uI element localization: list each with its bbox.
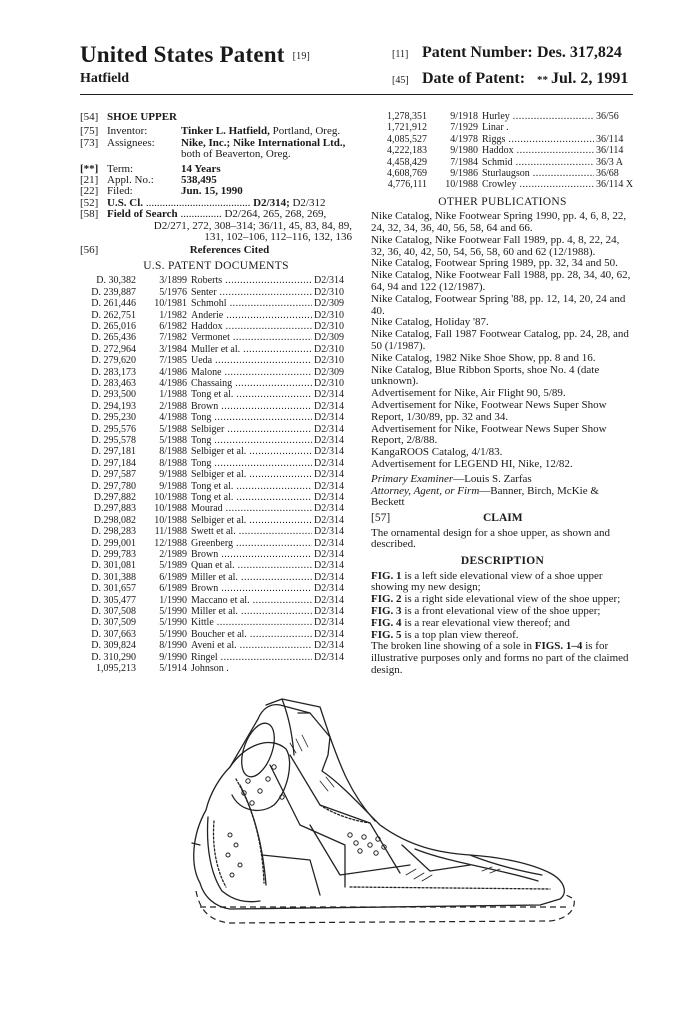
patent-ref-no: D. 295,578 bbox=[91, 434, 136, 446]
patent-ref-name: Tong ..... bbox=[191, 435, 312, 446]
patent-ref-name: Malone ..... bbox=[191, 367, 312, 378]
patent-ref-date: 4/1986 bbox=[159, 366, 187, 378]
attorney-agent: Attorney, Agent, or Firm—Banner, Birch, McKie & Beckett bbox=[371, 484, 599, 509]
left-column bbox=[80, 112, 352, 675]
description-list bbox=[371, 571, 634, 642]
patent-ref-name: Schmid ..... bbox=[482, 157, 594, 168]
patent-ref-cls: 36/3 A bbox=[596, 156, 623, 168]
patent-ref-name: Haddox ..... bbox=[482, 145, 594, 156]
patent-ref-row bbox=[80, 652, 352, 663]
publication-entry: Nike Catalog, Nike Footwear Spring 1990, pp. 4, 6, 8, 22, 24, 32, 34, 36, 40, 56, 58, 64 and 66. bbox=[371, 210, 627, 235]
patent-ref-row bbox=[80, 549, 352, 560]
patent-ref-no: D. 262,751 bbox=[91, 309, 136, 321]
patent-ref-row bbox=[371, 168, 634, 179]
patent-ref-no: D.298,082 bbox=[93, 514, 136, 526]
patent-ref-name: Swett et al. ..... bbox=[191, 526, 312, 537]
patent-ref-no: D. 30,382 bbox=[96, 275, 136, 287]
patent-ref-no: D. 283,173 bbox=[91, 366, 136, 378]
patent-ref-name: Quan et al. ..... bbox=[191, 560, 312, 571]
patent-ref-name: Boucher et al. ..... bbox=[191, 629, 312, 640]
patent-ref-name: Linar . bbox=[482, 122, 509, 134]
patent-ref-date: 10/1988 bbox=[154, 514, 187, 526]
field-of-search-cont2: 131, 102–106, 112–116, 132, 136 bbox=[204, 231, 352, 244]
patent-ref-date: 2/1989 bbox=[159, 549, 187, 561]
patent-ref-cls: D2/310 bbox=[314, 343, 344, 355]
patent-ref-no: D. 239,887 bbox=[91, 286, 136, 298]
patent-ref-cls: D2/314 bbox=[314, 526, 344, 538]
patent-ref-date: 5/1976 bbox=[159, 286, 187, 298]
patent-ref-cls: D2/314 bbox=[314, 480, 344, 492]
patent-ref-name: Selbiger et al. ..... bbox=[191, 515, 312, 526]
patent-ref-no: D. 272,964 bbox=[91, 343, 136, 355]
figure-text: is a right side elevational view of the shoe upper; bbox=[401, 593, 621, 606]
patent-ref-name: Roberts ..... bbox=[191, 275, 312, 286]
patent-ref-date: 4/1988 bbox=[159, 412, 187, 424]
patent-ref-name: Senter ..... bbox=[191, 287, 312, 298]
patent-ref-date: 8/1988 bbox=[159, 457, 187, 469]
patent-ref-no: D. 301,388 bbox=[91, 571, 136, 583]
patent-ref-name: Ueda ..... bbox=[191, 355, 312, 366]
patent-ref-row bbox=[80, 287, 352, 298]
patent-ref-row bbox=[80, 663, 352, 674]
patent-ref-name: Tong et al. ..... bbox=[191, 389, 312, 400]
patent-ref-row bbox=[80, 515, 352, 526]
patent-ref-cls: 36/114 bbox=[596, 133, 624, 145]
sole-broken-line bbox=[196, 891, 574, 923]
patent-ref-row bbox=[371, 145, 634, 156]
header-rule bbox=[80, 94, 633, 95]
patent-ref-cls: D2/314 bbox=[314, 275, 344, 287]
patent-ref-cls: D2/314 bbox=[314, 423, 344, 435]
publication-entry: Nike Catalog, Fall 1987 Footwear Catalog, pp. 24, 28, and 50 (1/1987). bbox=[371, 328, 629, 353]
patent-ref-cls: D2/314 bbox=[314, 651, 344, 663]
patent-ref-name: Tong et al. ..... bbox=[191, 481, 312, 492]
patent-ref-date: 5/1990 bbox=[159, 606, 187, 618]
patent-ref-no: D. 293,500 bbox=[91, 389, 136, 401]
inventor-surname: Hatfield bbox=[80, 71, 129, 86]
patent-ref-date: 7/1982 bbox=[159, 332, 187, 344]
patent-ref-date: 12/1988 bbox=[154, 537, 187, 549]
patent-ref-cls: D2/309 bbox=[314, 298, 344, 310]
patent-ref-row bbox=[80, 367, 352, 378]
toe-box bbox=[415, 849, 542, 881]
patent-ref-row bbox=[80, 560, 352, 571]
patent-ref-name: Miller et al. ..... bbox=[191, 572, 312, 583]
patent-ref-no: D. 297,587 bbox=[91, 469, 136, 481]
patent-ref-name: Schmohl ..... bbox=[191, 298, 312, 309]
patent-ref-row bbox=[80, 458, 352, 469]
tongue-outline bbox=[266, 699, 330, 755]
patent-ref-date: 5/1989 bbox=[159, 560, 187, 572]
patent-ref-row bbox=[80, 617, 352, 628]
patent-ref-no: 1,721,912 bbox=[387, 122, 427, 134]
patent-ref-date: 10/1988 bbox=[154, 492, 187, 503]
patent-ref-cls: D2/310 bbox=[314, 286, 344, 298]
patent-ref-date: 5/1988 bbox=[159, 423, 187, 435]
patent-ref-name: Haddox ..... bbox=[191, 321, 312, 332]
patent-ref-no: D. 309,824 bbox=[91, 640, 136, 652]
patent-ref-name: Anderie ..... bbox=[191, 310, 312, 321]
appl-no-line: [21] Appl. No.: 538,495 bbox=[80, 174, 217, 187]
patent-ref-cls: 36/56 bbox=[596, 111, 619, 122]
publication-entry: Nike Catalog, Holiday '87. bbox=[371, 316, 489, 329]
patent-ref-cls: D2/314 bbox=[314, 469, 344, 481]
other-publications-heading: OTHER PUBLICATIONS bbox=[438, 195, 567, 208]
figure-label: FIG. 5 bbox=[371, 628, 402, 641]
patent-ref-row bbox=[80, 538, 352, 549]
patent-ref-no: D. 299,783 bbox=[91, 549, 136, 561]
patent-ref-name: Brown ..... bbox=[191, 549, 312, 560]
patent-ref-name: Aveni et al. ..... bbox=[191, 640, 312, 651]
patent-ref-row bbox=[80, 492, 352, 503]
primary-examiner: Primary Examiner—Louis S. Zarfas bbox=[371, 472, 532, 485]
patent-ref-name: Miller et al. ..... bbox=[191, 606, 312, 617]
patent-ref-row bbox=[80, 389, 352, 400]
patent-ref-name: Vermonet ..... bbox=[191, 332, 312, 343]
patent-ref-date: 8/1988 bbox=[159, 446, 187, 458]
patent-ref-no: D. 265,436 bbox=[91, 332, 136, 344]
description-heading: DESCRIPTION bbox=[460, 555, 545, 568]
patent-ref-row bbox=[80, 424, 352, 435]
patent-ref-row bbox=[371, 122, 634, 133]
title-line: [54] SHOE UPPER bbox=[80, 111, 177, 123]
patent-ref-name: Selbiger et al. ..... bbox=[191, 469, 312, 480]
patent-ref-date: 10/1981 bbox=[154, 298, 187, 310]
patent-number: Des. 317,824 bbox=[537, 44, 622, 61]
patent-ref-name: Maccano et al. ..... bbox=[191, 595, 312, 606]
patent-ref-no: D. 297,184 bbox=[91, 457, 136, 469]
publication-entry: Nike Catalog, Footwear Spring '88, pp. 12, 14, 20, 24 and 40. bbox=[371, 292, 626, 317]
patent-ref-row bbox=[80, 481, 352, 492]
patent-ref-row bbox=[80, 435, 352, 446]
figure-label: FIG. 1 bbox=[371, 569, 402, 582]
patent-ref-cls: D2/314 bbox=[314, 434, 344, 446]
patent-ref-name: Selbiger et al. ..... bbox=[191, 446, 312, 457]
patent-ref-date: 9/1980 bbox=[450, 145, 478, 157]
patent-ref-cls: D2/314 bbox=[314, 549, 344, 561]
patent-ref-row bbox=[371, 179, 634, 190]
patent-ref-date: 1/1988 bbox=[159, 389, 187, 401]
patent-date: Jul. 2, 1991 bbox=[551, 70, 629, 87]
patent-ref-row bbox=[80, 275, 352, 286]
patent-ref-name: Mourad ..... bbox=[191, 503, 312, 514]
patent-ref-cls bbox=[312, 663, 352, 674]
patent-ref-row bbox=[80, 572, 352, 583]
patent-ref-no: 4,222,183 bbox=[387, 145, 427, 157]
hatching bbox=[290, 735, 500, 881]
patent-ref-name: Tong et al. ..... bbox=[191, 492, 312, 503]
publication-entry: Advertisement for Nike, Footwear News Super Show Report, 1/30/89, pp. 32 and 34. bbox=[371, 399, 607, 423]
publication-entry: Nike Catalog, Blue Ribbon Sports, shoe No. 4 (date unknown). bbox=[371, 363, 600, 388]
patent-ref-date: 1/1982 bbox=[159, 309, 187, 321]
figure-text: is a front elevational view of the shoe upper; bbox=[401, 604, 601, 617]
patent-ref-cls: D2/314 bbox=[314, 583, 344, 595]
patent-ref-cls: D2/314 bbox=[314, 594, 344, 606]
patent-ref-date: 10/1988 bbox=[154, 503, 187, 515]
patent-ref-no: D. 307,663 bbox=[91, 628, 136, 640]
patent-ref-cls: D2/314 bbox=[314, 606, 344, 618]
patent-ref-date: 7/1985 bbox=[159, 355, 187, 367]
patent-ref-date: 5/1914 bbox=[159, 663, 187, 675]
patent-number-line: [11] Patent Number: Des. 317,824 bbox=[392, 44, 622, 61]
figure-label: FIG. 4 bbox=[371, 616, 402, 629]
patent-ref-row bbox=[371, 134, 634, 145]
references-cited-line: [56] References Cited bbox=[80, 244, 270, 257]
patent-ref-date: 7/1929 bbox=[450, 122, 478, 134]
patent-ref-row bbox=[80, 332, 352, 343]
patent-ref-no: D.297,882 bbox=[93, 492, 136, 503]
patent-ref-cls: D2/310 bbox=[314, 377, 344, 389]
other-publications-list bbox=[371, 211, 634, 471]
patent-ref-no: D. 294,193 bbox=[91, 400, 136, 412]
patent-ref-no: D. 297,780 bbox=[91, 480, 136, 492]
inventor-line: [75] Inventor: Tinker L. Hatfield, Portland, Oreg. bbox=[80, 125, 341, 138]
patent-ref-cls: D2/314 bbox=[314, 640, 344, 652]
figure-text: is a rear elevational view thereof; and bbox=[401, 616, 570, 629]
patent-ref-name: Greenberg ..... bbox=[191, 538, 312, 549]
patent-ref-cls: D2/314 bbox=[314, 389, 344, 401]
patent-ref-name: Muller et al. ..... bbox=[191, 344, 312, 355]
us-patent-list bbox=[80, 275, 352, 674]
patent-ref-row bbox=[80, 321, 352, 332]
patent-ref-date: 8/1990 bbox=[159, 640, 187, 652]
patent-ref-name: Chassaing ..... bbox=[191, 378, 312, 389]
publication-entry: Nike Catalog, Footwear Spring 1989, pp. 32, 34 and 50. bbox=[371, 257, 618, 270]
patent-ref-date: 5/1990 bbox=[159, 628, 187, 640]
patent-ref-cls: D2/314 bbox=[314, 560, 344, 572]
panel-lines bbox=[240, 737, 470, 895]
patent-ref-no: 4,608,769 bbox=[387, 168, 427, 180]
patent-ref-row bbox=[80, 344, 352, 355]
patent-ref-cls: D2/310 bbox=[314, 320, 344, 332]
patent-ref-name: Ringel ..... bbox=[191, 652, 312, 663]
patent-ref-cls: D2/314 bbox=[314, 492, 344, 503]
patent-ref-row bbox=[80, 503, 352, 514]
patent-ref-name: Brown ..... bbox=[191, 583, 312, 594]
patent-ref-no: D. 307,509 bbox=[91, 617, 136, 629]
patent-ref-name: Sturlaugson ..... bbox=[482, 168, 594, 179]
patent-ref-name: Riggs ..... bbox=[482, 134, 594, 145]
patent-ref-date: 9/1986 bbox=[450, 168, 478, 180]
patent-ref-no: D. 301,081 bbox=[91, 560, 136, 572]
patent-ref-no: D. 265,016 bbox=[91, 320, 136, 332]
patent-ref-cls: D2/314 bbox=[314, 457, 344, 469]
figure-description bbox=[371, 571, 634, 595]
patent-ref-no: D. 305,477 bbox=[91, 594, 136, 606]
patent-ref-row bbox=[80, 583, 352, 594]
patent-ref-date: 1/1990 bbox=[159, 594, 187, 606]
patent-ref-no: D. 299,001 bbox=[91, 537, 136, 549]
patent-ref-no: D. 295,576 bbox=[91, 423, 136, 435]
patent-ref-date: 9/1918 bbox=[450, 111, 478, 122]
patent-ref-date: 6/1989 bbox=[159, 571, 187, 583]
patent-ref-row bbox=[80, 298, 352, 309]
patent-ref-cls: D2/314 bbox=[314, 617, 344, 629]
patent-ref-date: 6/1989 bbox=[159, 583, 187, 595]
patent-ref-cls: 36/114 X bbox=[596, 179, 634, 191]
patent-ref-row bbox=[80, 378, 352, 389]
patent-ref-date: 10/1988 bbox=[445, 179, 478, 191]
patent-ref-name: Johnson . bbox=[191, 663, 229, 675]
patent-ref-no: 4,458,429 bbox=[387, 156, 427, 168]
assignee-place: both of Beaverton, Oreg. bbox=[181, 148, 291, 161]
patent-ref-name: Brown ..... bbox=[191, 401, 312, 412]
patent-ref-date: 9/1990 bbox=[159, 651, 187, 663]
patent-ref-row bbox=[80, 640, 352, 651]
publication-entry: Nike Catalog, Nike Footwear Fall 1989, pp. 4, 8, 22, 24, 32, 36, 40, 42, 50, 54, 56, 58, 60 and 62 (12/1988). bbox=[371, 233, 620, 258]
patent-ref-no: D. 283,463 bbox=[91, 377, 136, 389]
right-column bbox=[371, 111, 634, 677]
patent-ref-date: 4/1978 bbox=[450, 133, 478, 145]
patent-ref-no: 1,095,213 bbox=[96, 663, 136, 675]
patent-ref-cls: D2/309 bbox=[314, 366, 344, 378]
patent-ref-date: 6/1982 bbox=[159, 320, 187, 332]
figure-label: FIG. 2 bbox=[371, 593, 402, 606]
broken-line-note: The broken line showing of a sole in FIGS. 1–4 is for illustrative purposes only and forms no part of the claimed design. bbox=[371, 640, 629, 676]
patent-ref-cls: 36/68 bbox=[596, 168, 619, 180]
figure-label: FIG. 3 bbox=[371, 604, 402, 617]
patent-ref-name: Tong ..... bbox=[191, 458, 312, 469]
filed-line: [22] Filed: Jun. 15, 1990 bbox=[80, 185, 243, 198]
patent-ref-no: D. 297,181 bbox=[91, 446, 136, 458]
patent-ref-no: D. 301,657 bbox=[91, 583, 136, 595]
patent-ref-date: 7/1984 bbox=[450, 156, 478, 168]
patent-ref-row bbox=[80, 310, 352, 321]
patent-ref-cls: D2/309 bbox=[314, 332, 344, 344]
patent-ref-name: Tong ..... bbox=[191, 412, 312, 423]
publication-entry: Advertisement for Nike, Air Flight 90, 5/89. bbox=[371, 387, 566, 400]
patent-ref-date: 9/1988 bbox=[159, 469, 187, 481]
patent-ref-no: 1,278,351 bbox=[387, 111, 427, 122]
patent-ref-row bbox=[80, 595, 352, 606]
field-of-search-cont: D2/271, 272, 308–314; 36/11, 45, 83, 84, 89, bbox=[153, 219, 352, 232]
patent-ref-row bbox=[371, 111, 634, 122]
patent-ref-date: 3/1984 bbox=[159, 343, 187, 355]
patent-ref-no: D. 307,508 bbox=[91, 606, 136, 618]
patent-ref-cls: D2/314 bbox=[314, 514, 344, 526]
patent-ref-no: D. 298,283 bbox=[91, 526, 136, 538]
patent-ref-cls: D2/314 bbox=[314, 412, 344, 424]
patent-ref-row bbox=[371, 157, 634, 168]
patent-ref-no: 4,085,527 bbox=[387, 133, 427, 145]
patent-ref-cls: D2/314 bbox=[314, 537, 344, 549]
assignee-line: [73] Assignees: Nike, Inc.; Nike International Ltd., bbox=[80, 136, 346, 149]
patent-ref-cls: D2/310 bbox=[314, 355, 344, 367]
patent-ref-cls: D2/314 bbox=[314, 503, 344, 515]
us-patent-list-cont bbox=[371, 111, 634, 191]
patent-ref-cls: D2/314 bbox=[314, 446, 344, 458]
patent-ref-no: 4,776,111 bbox=[387, 179, 427, 191]
publication-entry: Advertisement for Nike, Footwear News Super Show Report, 2/8/88. bbox=[371, 422, 607, 447]
patent-ref-name: Hurley ..... bbox=[482, 111, 594, 122]
stitching bbox=[214, 779, 551, 889]
figure-text: is a left side elevational view of a shoe upper showing my new design; bbox=[371, 569, 603, 594]
patent-ref-row bbox=[80, 412, 352, 423]
patent-ref-cls: D2/314 bbox=[314, 400, 344, 412]
publication-entry: Advertisement for LEGEND HI, Nike, 12/82. bbox=[371, 457, 573, 470]
patent-ref-row bbox=[80, 469, 352, 480]
patent-ref-cls: D2/310 bbox=[314, 309, 344, 321]
figure-text: is a top plan view thereof. bbox=[401, 628, 519, 641]
patent-ref-row bbox=[80, 629, 352, 640]
publication-entry: KangaROOS Catalog, 4/1/83. bbox=[371, 446, 503, 459]
us-class-line: [52] U.S. Cl. ...................................... D2/314; D2/312 bbox=[80, 196, 326, 209]
patent-ref-date: 3/1899 bbox=[159, 275, 187, 287]
field-of-search-line: [58] Field of Search ............... D2/264, 265, 268, 269, bbox=[80, 208, 327, 221]
patent-ref-name: Kittle ..... bbox=[191, 617, 312, 628]
patent-ref-row bbox=[80, 526, 352, 537]
publication-entry: Nike Catalog, 1982 Nike Shoe Show, pp. 8 and 16. bbox=[371, 351, 596, 364]
patent-ref-date: 4/1986 bbox=[159, 377, 187, 389]
term-line: [**] Term: 14 Years bbox=[80, 162, 221, 175]
patent-ref-no: D. 279,620 bbox=[91, 355, 136, 367]
claim-heading-line: [57] CLAIM bbox=[371, 512, 523, 525]
patent-ref-cls: D2/314 bbox=[314, 571, 344, 583]
patent-ref-no: D.297,883 bbox=[93, 503, 136, 515]
claim-text: The ornamental design for a shoe upper, as shown and described. bbox=[371, 526, 611, 551]
patent-ref-no: D. 261,446 bbox=[91, 298, 136, 310]
patent-ref-row bbox=[80, 446, 352, 457]
patent-ref-row bbox=[80, 401, 352, 412]
patent-ref-cls: 36/114 bbox=[596, 145, 624, 157]
patent-ref-row bbox=[80, 606, 352, 617]
patent-ref-name: Crowley ..... bbox=[482, 179, 594, 190]
patent-ref-cls bbox=[594, 122, 634, 133]
us-patent-docs-heading: U.S. PATENT DOCUMENTS bbox=[143, 259, 289, 272]
patent-ref-date: 5/1990 bbox=[159, 617, 187, 629]
publication-entry: Nike Catalog, Nike Footwear Fall 1988, pp. 28, 34, 40, 62, 64, 94 and 122 (12/1987). bbox=[371, 269, 631, 294]
patent-ref-cls: D2/314 bbox=[314, 628, 344, 640]
patent-ref-row bbox=[80, 355, 352, 366]
shoe-upper-drawing bbox=[170, 695, 660, 930]
patent-date-line: [45] Date of Patent: ** Jul. 2, 1991 bbox=[392, 70, 629, 87]
patent-ref-no: D. 295,230 bbox=[91, 412, 136, 424]
patent-title: United States Patent [19] bbox=[80, 42, 311, 67]
patent-ref-name: Selbiger ..... bbox=[191, 424, 312, 435]
patent-ref-date: 9/1988 bbox=[159, 480, 187, 492]
patent-ref-date: 2/1988 bbox=[159, 400, 187, 412]
patent-ref-date: 5/1988 bbox=[159, 434, 187, 446]
patent-ref-no: D. 310,290 bbox=[91, 651, 136, 663]
patent-ref-date: 11/1988 bbox=[154, 526, 187, 538]
